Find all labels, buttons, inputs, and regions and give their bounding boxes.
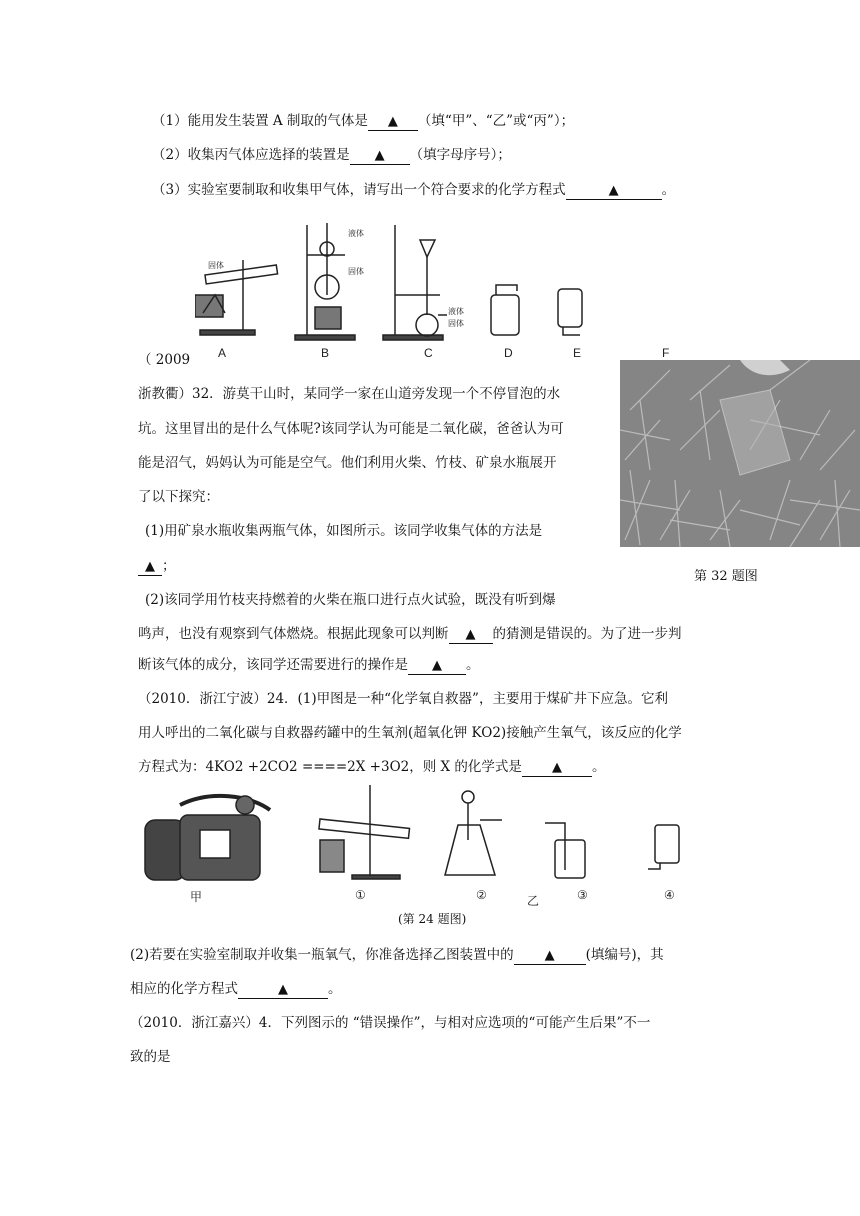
q32-line2: 坑。这里冒出的是什么气体呢?该同学认为可能是二氧化碳，爸爸认为可 bbox=[138, 421, 564, 437]
triangle-mark: ▲ bbox=[432, 658, 442, 673]
triangle-mark: ▲ bbox=[145, 559, 155, 574]
figure-32-caption: 第 32 题图 bbox=[694, 569, 758, 584]
q24-part2-line2-text: 相应的化学方程式 bbox=[130, 981, 238, 997]
figure-24-label-4: ④ bbox=[664, 888, 675, 902]
figure-24-label-1: ① bbox=[355, 888, 366, 902]
answer-blank bbox=[449, 626, 493, 644]
q32-part2-line2 bbox=[138, 624, 682, 644]
figure-24-label-yi: 乙 bbox=[527, 894, 540, 908]
figure-24-label-2: ② bbox=[476, 888, 487, 902]
q24-line2: 用人呼出的二氧化碳与自救器药罐中的生氧剂(超氧化钾 KO2)接触产生氧气，该反应的化学 bbox=[138, 725, 682, 741]
figure-24-label-3: ③ bbox=[577, 888, 588, 902]
label-solid-b: 固体 bbox=[348, 267, 364, 276]
q1-line2 bbox=[152, 145, 511, 165]
apparatus-label-f: F bbox=[662, 346, 670, 360]
apparatus-figure-24 bbox=[140, 785, 700, 885]
q24-line3 bbox=[138, 757, 605, 777]
apparatus-c-drawing bbox=[383, 225, 447, 340]
q1-line1-text: （1）能用发生装置 A 制取的气体是 bbox=[152, 113, 368, 129]
answer-blank bbox=[408, 657, 466, 675]
apparatus-label-e: E bbox=[573, 346, 582, 360]
q24-part2-text: (2)若要在实验室制取并收集一瓶氧气，你准备选择乙图装置中的 bbox=[130, 947, 514, 963]
figure-24-caption: (第 24 题图) bbox=[398, 912, 467, 926]
q32-line4: 了以下探究： bbox=[138, 489, 219, 505]
q1-line1 bbox=[152, 111, 574, 131]
q32-part1: (1)用矿泉水瓶收集两瓶气体，如图所示。该同学收集气体的方法是 bbox=[145, 523, 543, 539]
q1-line1-tail: （填“甲”、“乙”或“丙”）； bbox=[417, 113, 575, 129]
q24-line1: （2010．浙江宁波）24．(1)甲图是一种“化学氧自救器”，主要用于煤矿井下应急。它利 bbox=[138, 691, 668, 707]
q32-part2-line3 bbox=[138, 655, 480, 675]
q4-line1: （2010．浙江嘉兴）4．下列图示的 “错误操作”，与相对应选项的“可能产生后果”不一 bbox=[130, 1015, 651, 1031]
apparatus-3-drawing bbox=[545, 823, 585, 878]
triangle-mark: ▲ bbox=[551, 760, 562, 775]
grass-photo-drawing bbox=[620, 360, 860, 547]
apparatus-d-drawing bbox=[491, 285, 519, 335]
label-liquid-b: 液体 bbox=[348, 229, 364, 238]
q1-line2-text: （2）收集丙气体应选择的装置是 bbox=[152, 147, 350, 163]
triangle-mark: ▲ bbox=[465, 627, 476, 642]
apparatus-label-a: A bbox=[218, 346, 227, 360]
apparatus-label-d: D bbox=[504, 346, 513, 360]
answer-blank bbox=[522, 759, 592, 777]
q4-line2: 致的是 bbox=[130, 1049, 171, 1065]
q32-part2: (2)该同学用竹枝夹持燃着的火柴在瓶口进行点火试验，既没有听到爆 bbox=[145, 592, 556, 608]
label-solid-a: 固体 bbox=[208, 261, 224, 270]
triangle-mark: ▲ bbox=[387, 114, 398, 129]
apparatus-a-drawing bbox=[195, 260, 278, 335]
apparatus-figure-a-f bbox=[195, 215, 615, 365]
triangle-mark: ▲ bbox=[374, 148, 385, 163]
apparatus-b-drawing bbox=[295, 223, 355, 340]
answer-blank bbox=[350, 147, 410, 165]
answer-blank bbox=[138, 558, 162, 576]
grass-photo bbox=[620, 360, 860, 547]
figure-24-label-jia: 甲 bbox=[190, 890, 203, 904]
q32-part2-line2-tail: 的猜测是错误的。为了进一步判 bbox=[492, 626, 682, 642]
q1-line3 bbox=[152, 180, 675, 200]
apparatus-label-c: C bbox=[424, 346, 433, 360]
q1-line3-tail: 。 bbox=[661, 182, 676, 198]
label-solid-c: 固体 bbox=[448, 319, 464, 328]
q24-part2-line2 bbox=[130, 979, 342, 999]
q32-part2-line2-text: 鸣声，也没有观察到气体燃烧。根据此现象可以判断 bbox=[138, 626, 449, 642]
apparatus-1-drawing bbox=[319, 785, 410, 879]
q32-part2-line3-tail: 。 bbox=[466, 657, 480, 673]
apparatus-label-b: B bbox=[321, 346, 330, 360]
answer-blank bbox=[566, 182, 662, 200]
q32-part1-tail: ； bbox=[162, 558, 176, 574]
apparatus-2-drawing bbox=[445, 791, 502, 875]
answer-blank bbox=[368, 113, 418, 131]
q24-line3-tail: 。 bbox=[591, 759, 606, 775]
apparatus-4-drawing bbox=[648, 825, 679, 869]
self-rescuer-drawing bbox=[145, 796, 270, 880]
q32-line1: 浙教衢）32．游莫干山时，某同学一家在山道旁发现一个不停冒泡的水 bbox=[138, 386, 561, 402]
q32-part2-line3-text: 断该气体的成分，该同学还需要进行的操作是 bbox=[138, 657, 408, 673]
answer-blank bbox=[514, 947, 586, 965]
answer-blank bbox=[238, 981, 328, 999]
q24-part2-tail: (填编号)，其 bbox=[585, 947, 664, 963]
q32-part1-answer bbox=[138, 556, 176, 576]
q24-part2-line2-tail: 。 bbox=[328, 981, 342, 997]
q24-part2 bbox=[130, 945, 664, 965]
q24-line3-text: 方程式为：4KO2 +2CO2 ====2X +3O2，则 X 的化学式是 bbox=[138, 759, 522, 775]
triangle-mark: ▲ bbox=[608, 183, 619, 198]
triangle-mark: ▲ bbox=[544, 948, 555, 963]
triangle-mark: ▲ bbox=[278, 982, 288, 997]
label-liquid-c: 液体 bbox=[448, 307, 464, 316]
q32-line3: 能是沼气，妈妈认为可能是空气。他们利用火柴、竹枝、矿泉水瓶展开 bbox=[138, 455, 557, 471]
q1-line2-tail: （填字母序号）； bbox=[409, 147, 511, 163]
apparatus-e-drawing bbox=[558, 289, 582, 335]
q1-line3-text: （3）实验室要制取和收集甲气体，请写出一个符合要求的化学方程式 bbox=[152, 182, 566, 198]
q32-source-year: （ 2009 bbox=[138, 352, 191, 368]
